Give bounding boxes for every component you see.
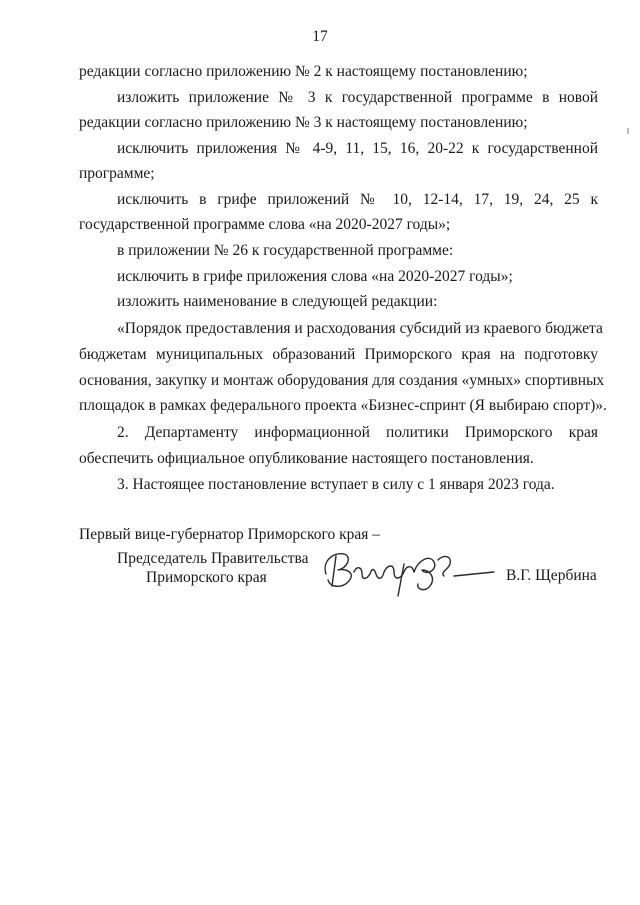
- body-line-12: бюджетам муниципальных образований Приморского края на подготовку: [79, 346, 598, 363]
- scan-artifact: [627, 128, 629, 134]
- signatory-position-line-3: Приморского края: [146, 569, 267, 586]
- handwritten-signature: [318, 544, 508, 600]
- body-line-11: «Порядок предоставления и расходования субсидий из краевого бюджета: [117, 320, 603, 337]
- body-line-3: редакции согласно приложению № 3 к настоящему постановлению;: [79, 114, 528, 131]
- body-line-9: исключить в грифе приложения слова «на 2020-2027 годы»;: [117, 268, 513, 285]
- body-line-1: редакции согласно приложению № 2 к настоящему постановлению;: [79, 63, 528, 80]
- signatory-position-line-1: Первый вице-губернатор Приморского края –: [79, 526, 381, 543]
- body-line-10: изложить наименование в следующей редакции:: [117, 293, 438, 310]
- body-line-15: 2. Департаменту информационной политики Приморского края: [117, 424, 598, 441]
- signatory-position-line-2: Председатель Правительства: [117, 550, 309, 567]
- body-line-13: основания, закупку и монтаж оборудования для создания «умных» спортивных: [79, 372, 605, 389]
- body-line-8: в приложении № 26 к государственной программе:: [117, 242, 454, 259]
- body-line-14: площадок в рамках федерального проекта «Бизнес-спринт (Я выбираю спорт)».: [79, 397, 607, 414]
- body-line-2: изложить приложение № 3 к государственной программе в новой: [117, 89, 598, 106]
- page-number: 17: [312, 28, 328, 45]
- signatory-name: В.Г. Щербина: [506, 567, 597, 584]
- body-line-5: программе;: [79, 165, 155, 182]
- body-line-16: обеспечить официальное опубликование настоящего постановления.: [79, 450, 534, 467]
- body-line-7: государственной программе слова «на 2020-2027 годы»;: [79, 216, 451, 233]
- body-line-4: исключить приложения № 4-9, 11, 15, 16, 20-22 к государственной: [117, 140, 598, 157]
- body-line-6: исключить в грифе приложений № 10, 12-14, 17, 19, 24, 25 к: [117, 191, 598, 208]
- body-line-17: 3. Настоящее постановление вступает в силу с 1 января 2023 года.: [117, 476, 555, 493]
